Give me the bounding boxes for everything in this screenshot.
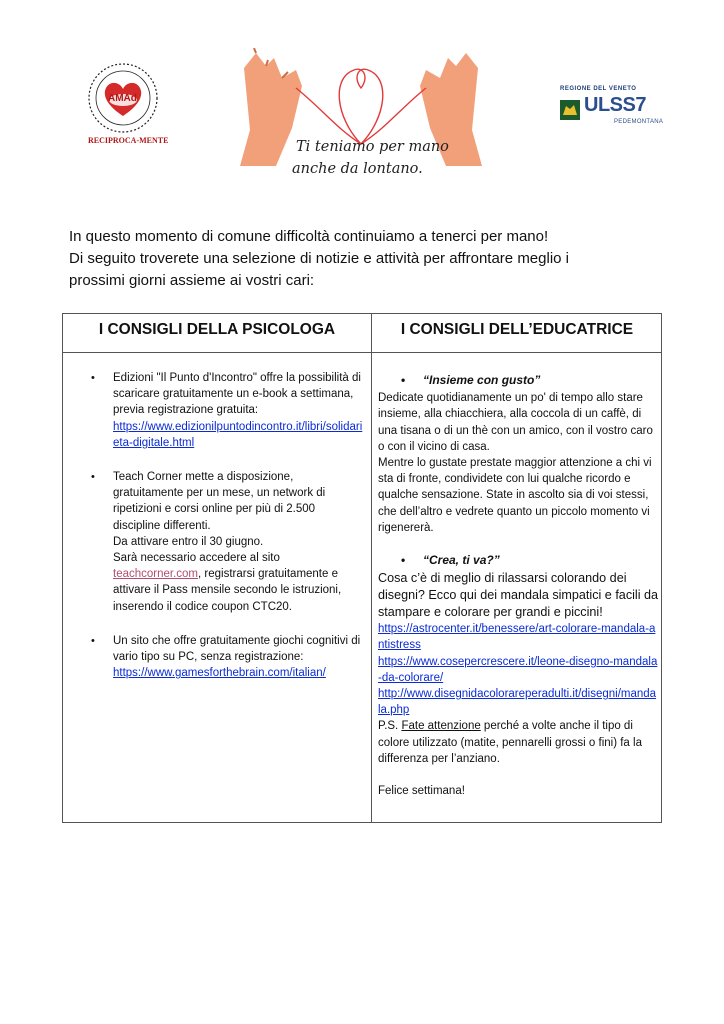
intro-line-2: Di seguito troverete una selezione di notizie e attività per affrontare meglio i — [69, 250, 570, 267]
item3-text: Un sito che offre gratuitamente giochi cognitivi di vario tipo su PC, senza registrazione: — [113, 634, 361, 664]
astrocenter-link[interactable]: https://astrocenter.it/benessere/art-colorare-mandala-antistress — [378, 623, 656, 652]
venice-lion-icon — [560, 100, 580, 120]
bullet: • — [401, 553, 406, 568]
tagline — [292, 136, 449, 180]
educator-column — [378, 372, 658, 799]
section-crea-title — [401, 552, 658, 568]
cosepercrescere-link[interactable]: https://www.cosepercrescere.it/leone-disegno-mandala-da-colorare/ — [378, 655, 658, 684]
section-insieme-title — [401, 372, 658, 388]
tagline-line-1: Ti teniamo per mano — [296, 139, 449, 155]
section1-paragraph-1: Dedicate quotidianamente un po' di tempo allo stare insieme, alla chiacchiera, alla coccola di un caffè, di una tisana o di un thè con un amico, con il vostro caro o con il vicino di casa. — [378, 392, 653, 453]
intro-text — [69, 226, 669, 292]
section2-title: “Crea, ti va?” — [423, 553, 500, 568]
table-column-divider — [371, 314, 372, 822]
psychologist-header: I CONSIGLI DELLA PSICOLOGA — [98, 321, 336, 338]
intro-line-3: prossimi giorni assieme ai vostri cari: — [69, 272, 315, 289]
section2-paragraph-1: Cosa c’è di meglio di rilassarsi colorando dei disegni? Ecco qui dei mandala simpatici e facili da stampare e colorare per grandi e piccini! — [378, 571, 659, 620]
ps-rest: perché a volte anche il tipo di colore utilizzato (matite, pennarelli grossi o fini) fa la differenza per l’anziano. — [378, 720, 642, 765]
amad-name: RECIPROCA-MENTE — [88, 136, 169, 145]
educator-header: I CONSIGLI DELL’EDUCATRICE — [400, 321, 634, 338]
bullet: • — [401, 373, 406, 387]
ps-prefix: P.S. — [378, 720, 402, 733]
ulss7-logo — [558, 86, 664, 134]
ulss7-sub: PEDEMONTANA — [614, 119, 664, 125]
disegnidacolorare-link[interactable]: http://www.disegnidacolorareperadulti.it/disegni/mandala.php — [378, 688, 657, 717]
closing-text: Felice settimana! — [378, 785, 465, 798]
advice-table — [62, 313, 662, 823]
amad-badge: AMAd — [108, 93, 137, 104]
teachcorner-link[interactable]: teachcorner.com — [113, 568, 199, 581]
section1-title: “Insieme con gusto” — [423, 373, 541, 387]
item1-text: Edizioni "Il Punto d'Incontro" offre la possibilità di scaricare gratuitamente un e-book a settimana, previa registrazione gratuita: — [113, 372, 361, 417]
item2-line2: Da attivare entro il 30 giugno. — [113, 535, 264, 548]
item2-line1: Teach Corner mette a disposizione, gratuitamente per un mese, un network di ripetizioni e corsi online per più di 2.500 discipline differenti. — [113, 471, 326, 532]
psychologist-column — [91, 370, 363, 697]
list-item — [91, 370, 363, 451]
bullet: • — [91, 372, 95, 384]
intro-line-1: In questo momento di comune difficoltà continuiamo a tenerci per mano! — [69, 228, 549, 245]
ulss7-name: ULSS7 — [584, 94, 646, 116]
table-header-divider — [63, 352, 661, 353]
ps-note — [378, 718, 658, 767]
ps-underlined: Fate attenzione — [401, 720, 481, 733]
item2-line3-pre: Sarà necessario accedere al sito — [113, 552, 280, 565]
bullet: • — [91, 634, 95, 647]
gamesforthebrain-link[interactable]: https://www.gamesforthebrain.com/italian/ — [113, 667, 326, 680]
list-item — [91, 469, 363, 615]
bullet: • — [91, 471, 95, 484]
item2-line3-post: , registrarsi gratuitamente e attivare il Pass mensile secondo le istruzioni, inserendo il codice coupon CTC20. — [113, 568, 342, 613]
tagline-line-2: anche da lontano. — [292, 161, 423, 177]
amad-logo — [78, 58, 168, 150]
section1-paragraph-2: Mentre lo gustate prestate maggior attenzione a chi vi sta di fronte, condividete con lui qualche ricordo e qualche sensazione. State in ascolto sia di voi stessi, che dell’altro e vedrete quanto un piccolo momento vi rigenererà. — [378, 457, 652, 534]
list-item — [91, 633, 363, 682]
edizioni-link[interactable]: https://www.edizionilpuntodincontro.it/libri/solidarieta-digitale.html — [113, 420, 363, 449]
ulss7-region: REGIONE DEL VENETO — [560, 86, 637, 92]
